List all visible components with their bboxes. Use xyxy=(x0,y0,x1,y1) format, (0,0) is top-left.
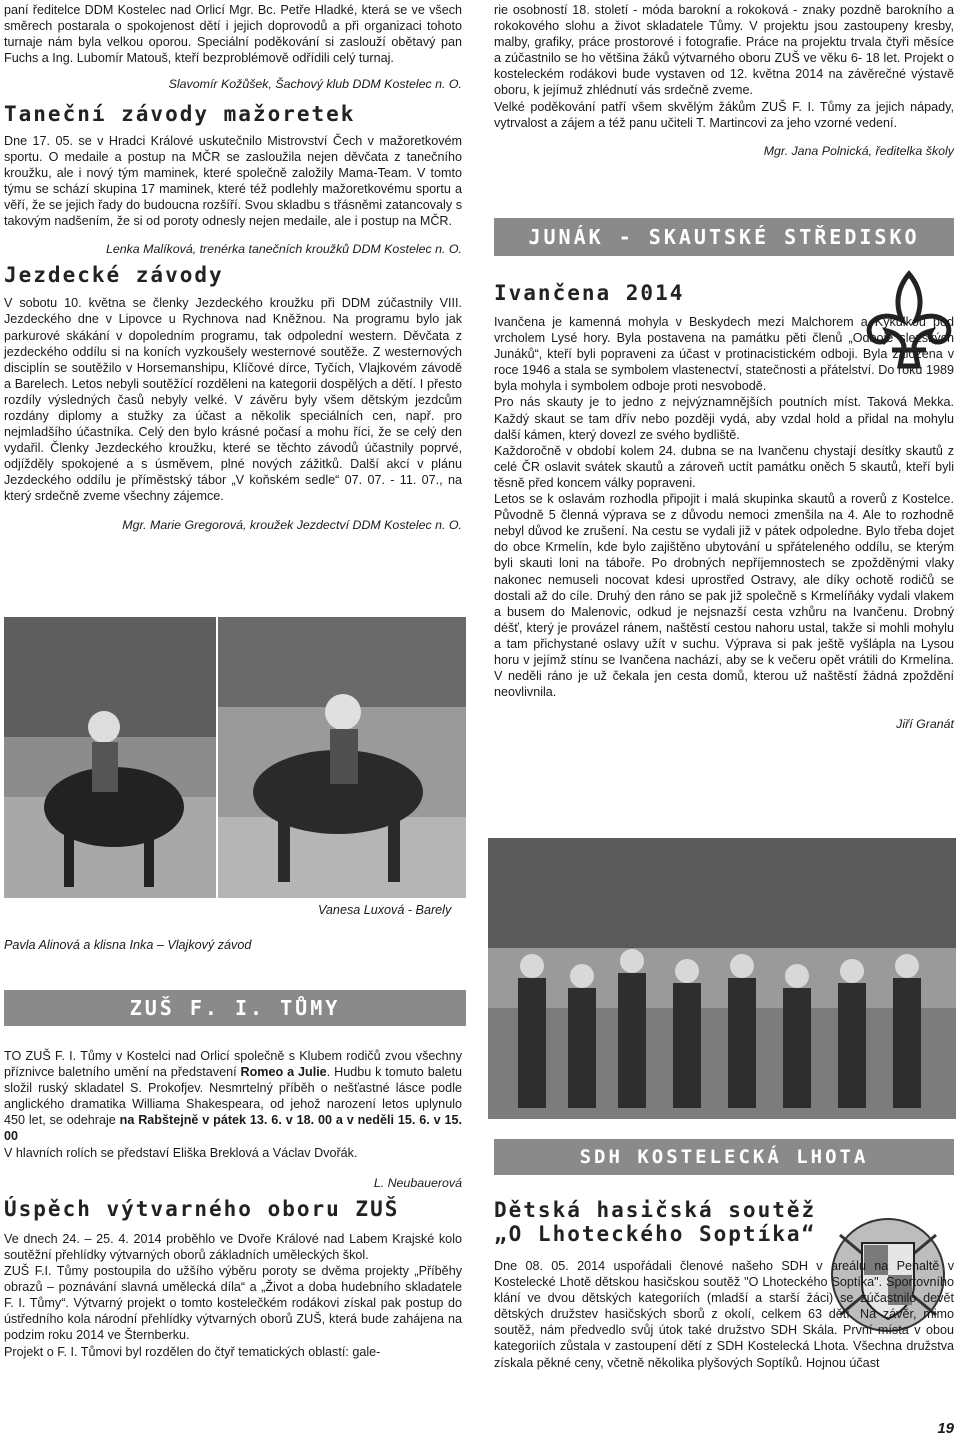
horse-paragraph: V sobotu 10. května se členky Jezdeckého kroužku při DDM zúčastnily VIII. Jezdeckého dne v Lipovce u Rychnova nad Kněžnou. Na programu bylo jak parkurové skákání v dopoledním programu, tak odpolední western. Děvčata z jezdeckého oddílu si na koních vyzkoušely westernové soutěže. Z westernových disciplín se soutěžilo v Horsemanshipu, Klíčové dírce, Tyčích, Vlajkovém závodě a Barelech. Letos nebyli soutěžící rozděleni na kategorii dospělých a dětí. I přesto rozdíly výsledných časů nebyly velké. V závěru byly všem dětským jezdcům rozdány diplomy a stužky za účast a několik speciálních cen, např. pro nejmladšího účastníka. Celý den bylo krásné počasí a mohu říci, že se celý den vydařil. Členky Jezdeckého kroužku, které se těchto závodů účastnily poprvé, odjížděly spokojené a s úsměvem, plné nových zážitků. Další akcí v plánu Jezdeckého oddílu je příměstský tábor „V koňském sedle“ 07. 07. - 11. 07., na který srdečně zveme všechny zájemce. xyxy=(4,296,462,504)
sdh-heading-2: „O Lhoteckého Soptíka“ xyxy=(494,1222,817,1246)
cont-paragraph: rie osobností 18. století - móda barokní a rokoková - znaky pozdně barokního a rokokového slohu a život skladatele Tůmy. V projektu jsou zastoupeny kresby, malby, grafiky, práce prostorové i fotografie. Práce na projektu trvala čtyři měsíce a zúčastnilo se ho většina žáků výtvarného oboru ZUŠ ve věku 6- 18 let. Projekt o kosteleckém rodákovi bude vystaven od 12. května 2014 na závěrečné výstavě oboru, k jejímuž zhlédnutí vás srdečně zveme. xyxy=(494,3,954,98)
sdh-band: SDH KOSTELECKÁ LHOTA xyxy=(494,1139,954,1175)
zus-section xyxy=(4,1048,462,1360)
scout-group-photo xyxy=(488,838,956,1119)
sdh-section xyxy=(494,1258,954,1371)
zus-band: ZUŠ F. I. TŮMY xyxy=(4,990,466,1026)
art-heading: Úspěch výtvarného oboru ZUŠ xyxy=(4,1196,400,1221)
ivancena-paragraph-3: Každoročně v období kolem 24. dubna se na Ivančenu chystají desítky skautů z celé ČR oslavit svátek skautů a zároveň uctít památku oněch 5 skautů, kteří byli těsně před koncem války popraveni. xyxy=(494,443,954,490)
ivancena-heading: Ivančena 2014 xyxy=(494,281,685,305)
horse-photo-left xyxy=(4,617,216,898)
horse-photo-left-image xyxy=(4,617,216,898)
caption-barely: Vanesa Luxová - Barely xyxy=(318,903,452,917)
page-number: 19 xyxy=(937,1420,954,1437)
zus-text-b: . Hudbu k tomuto baletu složil ruský skladatel S. Prokofjev. Nesmrtelný příběh o nešťastné lásce podle anglického dramatika Williama Shakespeara, od jehož narození letos uplynulo 450 let, se odehraje xyxy=(4,1065,463,1128)
zus-paragraph-2: V hlavních rolích se představí Eliška Breklová a Václav Dvořák. xyxy=(4,1145,358,1160)
cont-signature: Mgr. Jana Polnická, ředitelka školy xyxy=(763,143,954,158)
left-column xyxy=(4,2,462,539)
right-column xyxy=(494,2,954,165)
art-paragraph-1: Ve dnech 24. – 25. 4. 2014 proběhlo ve Dvoře Králové nad Labem Krajské kolo soutěžní přehlídky výtvarných oborů základních uměleckých škol. xyxy=(4,1231,462,1262)
caption-vlajkovy: Pavla Alinová a klisna Inka – Vlajkový závod xyxy=(4,938,252,952)
dance-paragraph: Dne 17. 05. se v Hradci Králové uskutečnilo Mistrovství Čech v mažoretkovém sportu. O medaile a postup na MČR se zasloužila nejen děvčata z tanečního kroužku, ale i nový tým maminek, které společně založily Mama-Team. V tomto týmu se schází skupina 17 maminek, které též podlehly mažoretkovému sportu a věří, že se jejich řady do budoucna rozšíří. Svou skladbu s třásněmi zatancovaly s takovým nadšením, že si od poroty odnesly nejen medaile, ale i postup na MČR. xyxy=(4,133,462,229)
dance-signature: Lenka Malíková, trenérka tanečních kroužků DDM Kostelec n. O. xyxy=(105,242,462,257)
ivancena-section xyxy=(494,314,954,738)
horse-signature: Mgr. Marie Gregorová, kroužek Jezdectví DDM Kostelec n. O. xyxy=(122,517,462,532)
ivancena-paragraph-1: Ivančena je kamenná mohyla v Beskydech mezi Malchorem a Kykulkou pod vrcholem Lysé hory. Byla postavena na památku pěti členů „Odboje slezských Junáků“, kteří byli popraveni za účast v protinacistickém odboji. Byla založena v roce 1946 a stala se symbolem vlastenectví, statečnosti a přátelství. Do roku 1989 byla mohyla i symbolem odboje proti nesvobodě. xyxy=(494,315,954,394)
horse-photo-right xyxy=(218,617,466,898)
ivancena-paragraph-4: Letos se k oslavám rozhodla připojit i malá skupinka skautů a roverů z Kostelce. Původně 5 členná výprava se z důvodu nemoci zmenšila na 4. Ale to rozhodně nebyl důvod ke zrušení. Na cestu se vydali již v pátek odpoledne. Bylo třeba dojet do obce Krmelín, kde bylo zajištěno ubytování u spřáteleného oddílu, se kterým byli skauti loni na táboře. Po drobných nepříjemnostech se zpožděnými vlaky nakonec nemuseli nocovat kdesi uprostřed Ostravy, ale díky ochotě rodičů se dostali až do cíle. Druhý den ráno se pak již společně s Krmelíňáky vydali vlakem a busem do Malenovic, odkud je nejsnazší cesta vzhůru na Ivančenu. Drobný déšť, který je provázel ránem, naštěstí cestou nahoru ustal, takže si mohli mohylu a tam přichystané oslavy užít v suchu. Výprava si pak ještě vyšlápla na Lysou horu v jejímž stínu se Ivančena nachází, aby se k večeru opět vrátili do Krmelína. V neděli ráno je už čekala jen cesta domů, kterou už naštěstí žádná zpoždění neovlivnila. xyxy=(494,492,954,700)
zus-paragraph xyxy=(4,1048,462,1145)
horse-photo-right-image xyxy=(218,617,466,898)
scout-group-photo-image xyxy=(488,838,956,1119)
horse-heading: Jezdecké závody xyxy=(4,263,224,288)
dance-heading: Taneční závody mažoretek xyxy=(4,102,356,127)
junak-band: JUNÁK - SKAUTSKÉ STŘEDISKO xyxy=(494,218,954,256)
ivancena-signature: Jiří Granát xyxy=(896,717,954,732)
zus-text-a: TO ZUŠ F. I. Tůmy v Kostelci nad Orlicí společně s Klubem rodičů zvou všechny příznivce baletního umění na představení xyxy=(4,1049,462,1080)
intro-signature: Slavomír Kožůšek, Šachový klub DDM Kostelec n. O. xyxy=(168,77,462,92)
intro-paragraph: paní ředitelce DDM Kostelec nad Orlicí Mgr. Bc. Petře Hladké, která se ve všech směrech postarala o spokojenost dětí i jejich doprovodů a při organizaci tohoto turnaje nám byla velkou oporou. Speciální poděkování si zaslouží obětavý pan Fuchs a Ing. Lubomír Matouš, kteří bezproblémově odřídili celý turnaj. xyxy=(4,3,462,66)
art-paragraph-2: ZUŠ F.I. Tůmy postoupila do užšího výběru poroty se dvěma projekty „Příběhy obrazů – poznávání slavná umělecká díla“ a „Život a doba hudebního skladatele F. I. Tůmy“. Výtvarný projekt o tomto kostelečkém rodákovi získal pak postup do ústředního kola národní přehlídky výtvarných oborů ZUŠ, která bude zahájena na podzim roku 2014 ve Šternberku. xyxy=(4,1264,462,1343)
sdh-heading-1: Dětská hasičská soutěž xyxy=(494,1198,817,1222)
zus-signature: L. Neubauerová xyxy=(373,1175,462,1190)
zus-bold-a: Romeo a Julie xyxy=(240,1065,327,1080)
sdh-paragraph: Dne 08. 05. 2014 uspořádali členové našeho SDH v areálu na Penaltě v Kostelecké Lhotě dětskou hasičskou soutěž "O Lhoteckého Soptíka". Sportovního klání ve dvou dětských kategoriích (mladší a starší žáci) se zúčastnilo devět dětských družstev hasičských sborů z okolí, celkem 63 dětí. Na závěr, mimo soutěž, nám předvedlo svůj útok také družstvo SDH Skála. První místa v obou kategoriích zůstala v zastoupení dětí z SDH Kostelecká Lhota. Všechna družstva získala pěkné ceny, včetně několika plyšových Soptíků. Hojnou účast xyxy=(494,1259,954,1370)
zus-bold-b: na Rabštejně v pátek 13. 6. v 18. 00 a v neděli 15. 6. v 15. 00 xyxy=(4,1113,463,1144)
ivancena-paragraph-2: Pro nás skauty je to jedno z nejvýznamnějších poutních míst. Taková Mekka. Každý skaut se tam dřív nebo později vydá, aby vzdal hold a přidal na mohylu další kámen, který dovezl ze svého bydliště. xyxy=(494,395,954,442)
cont-paragraph-2: Velké poděkování patří všem skvělým žákům ZUŠ F. I. Tůmy za jejich nápady, vytrvalost a zájem a též panu učiteli T. Martincovi za jeho vzorné vedení. xyxy=(494,99,954,130)
art-paragraph-3: Projekt o F. I. Tůmovi byl rozdělen do čtyř tematických oblastí: gale- xyxy=(4,1344,381,1359)
